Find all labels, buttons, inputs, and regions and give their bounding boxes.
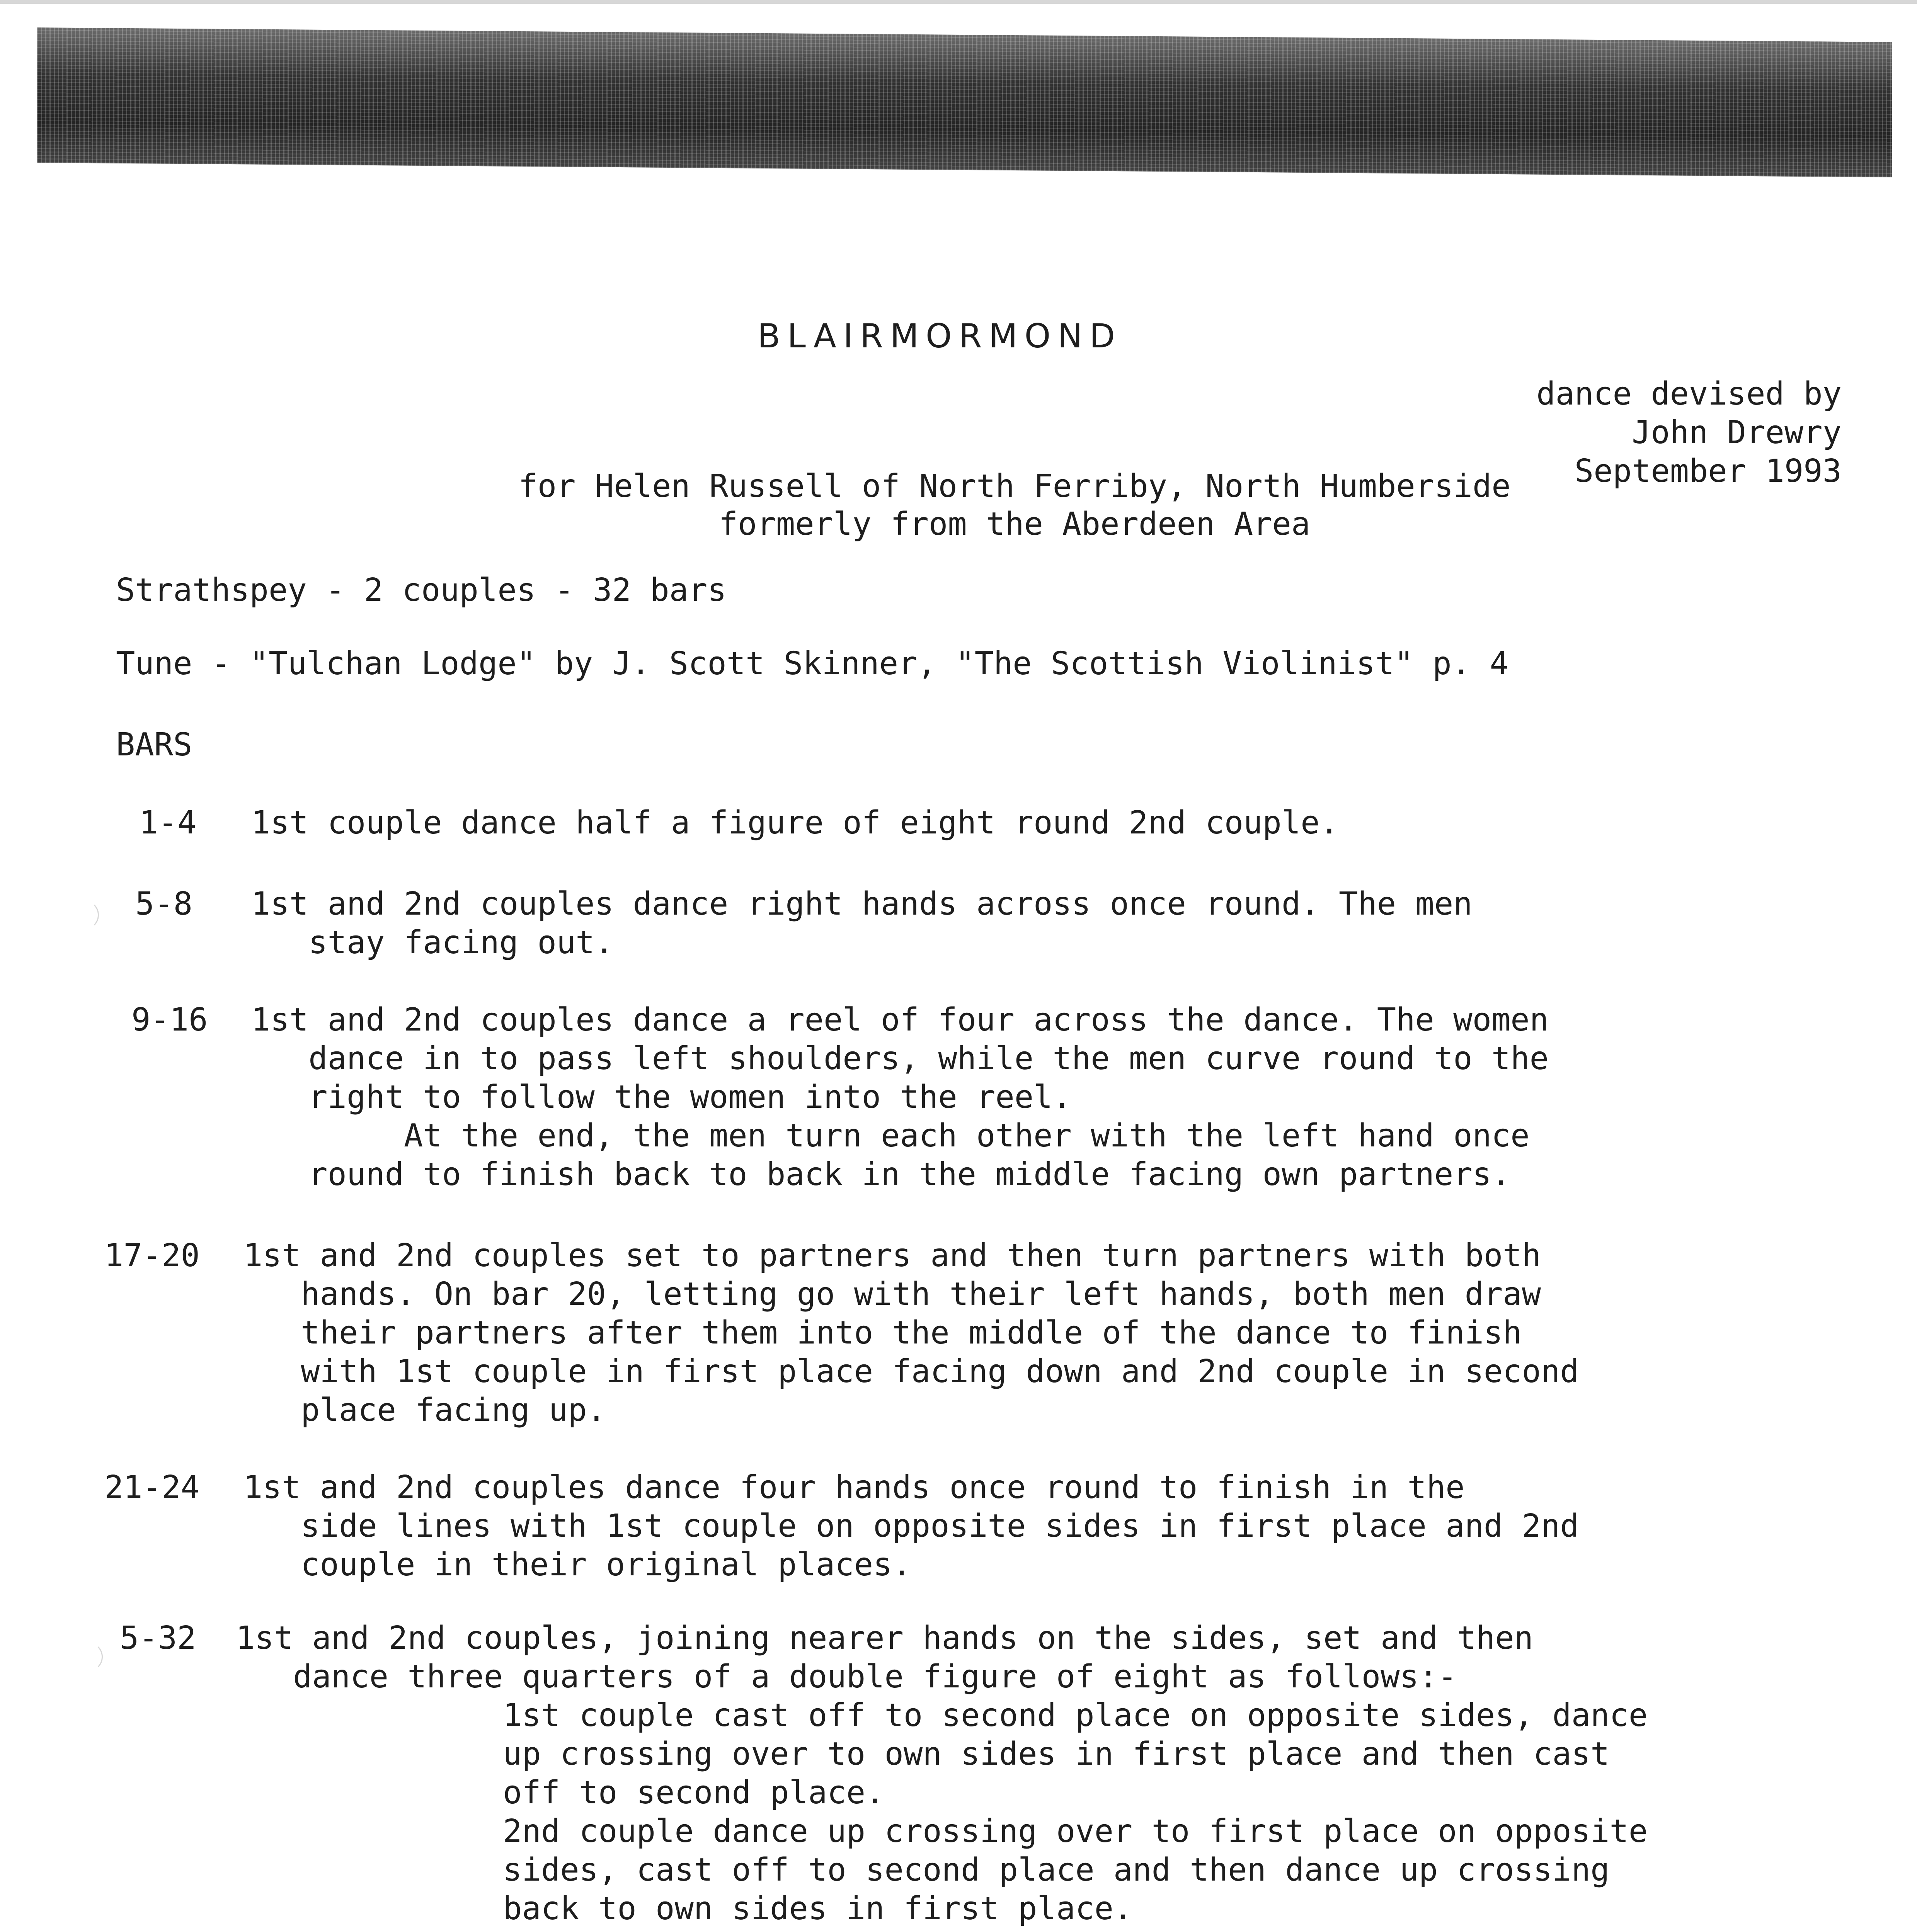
figure-bars-label: 17-20 xyxy=(104,1237,200,1274)
figure-description: 1st and 2nd couples dance a reel of four across the dance. The women dance in to pass left shoulders, while the men curve round to the right to follow the women into the reel. At the end, the men turn each other with the left hand once round to finish back to back in the middle facing own partners. xyxy=(251,1002,1549,1193)
figure-description: 1st and 2nd couples, joining nearer hands on the sides, set and then dance three quarters of a double figure of eight as follows:- 1st couple cast off to second place on opposite sides, dance up crossing over to own sides in first place and then cast off to second place. 2nd couple dance up crossing over to first place on opposite sides, cast off to second place and then dance up crossing back to own sides in first place. xyxy=(236,1620,1648,1927)
devised-line-3: September 1993 xyxy=(1574,453,1842,490)
figure-description: 1st couple dance half a figure of eight round 2nd couple. xyxy=(251,804,1339,841)
dedication-line-2: formerly from the Aberdeen Area xyxy=(718,506,1311,543)
dance-title: BLAIRMORMOND xyxy=(758,317,1122,355)
figure-bars-label: 1-4 xyxy=(139,804,197,841)
punch-hole-shadow xyxy=(70,900,99,930)
figure-description: 1st and 2nd couples dance right hands across once round. The men stay facing out. xyxy=(251,886,1473,961)
dedication-block xyxy=(386,468,1643,543)
dance-type-line: Strathspey - 2 couples - 32 bars xyxy=(116,572,727,609)
tune-line: Tune - "Tulchan Lodge" by J. Scott Skinner, "The Scottish Violinist" p. 4 xyxy=(116,645,1509,682)
figure-bars-label: 5-8 xyxy=(135,886,193,922)
bars-heading: BARS xyxy=(116,726,192,763)
page-top-edge xyxy=(0,0,1917,4)
photocopy-dark-band xyxy=(37,27,1892,177)
figure-description: 1st and 2nd couples set to partners and then turn partners with both hands. On bar 20, letting go with their left hands, both men draw their partners after them into the middle of the dance to finish with 1st couple in first place facing down and 2nd couple in second place facing up. xyxy=(243,1237,1579,1429)
punch-hole-shadow xyxy=(73,1642,103,1672)
figure-bars-label: 5-32 xyxy=(120,1620,196,1656)
devised-line-2: John Drewry xyxy=(1631,414,1842,451)
devised-line-1: dance devised by xyxy=(1536,376,1842,412)
figure-bars-label: 21-24 xyxy=(104,1469,200,1506)
figure-description: 1st and 2nd couples dance four hands once round to finish in the side lines with 1st couple on opposite sides in first place and 2nd couple in their original places. xyxy=(243,1469,1579,1583)
figure-bars-label: 9-16 xyxy=(131,1002,208,1038)
dedication-line-1: for Helen Russell of North Ferriby, North Humberside xyxy=(518,468,1511,505)
